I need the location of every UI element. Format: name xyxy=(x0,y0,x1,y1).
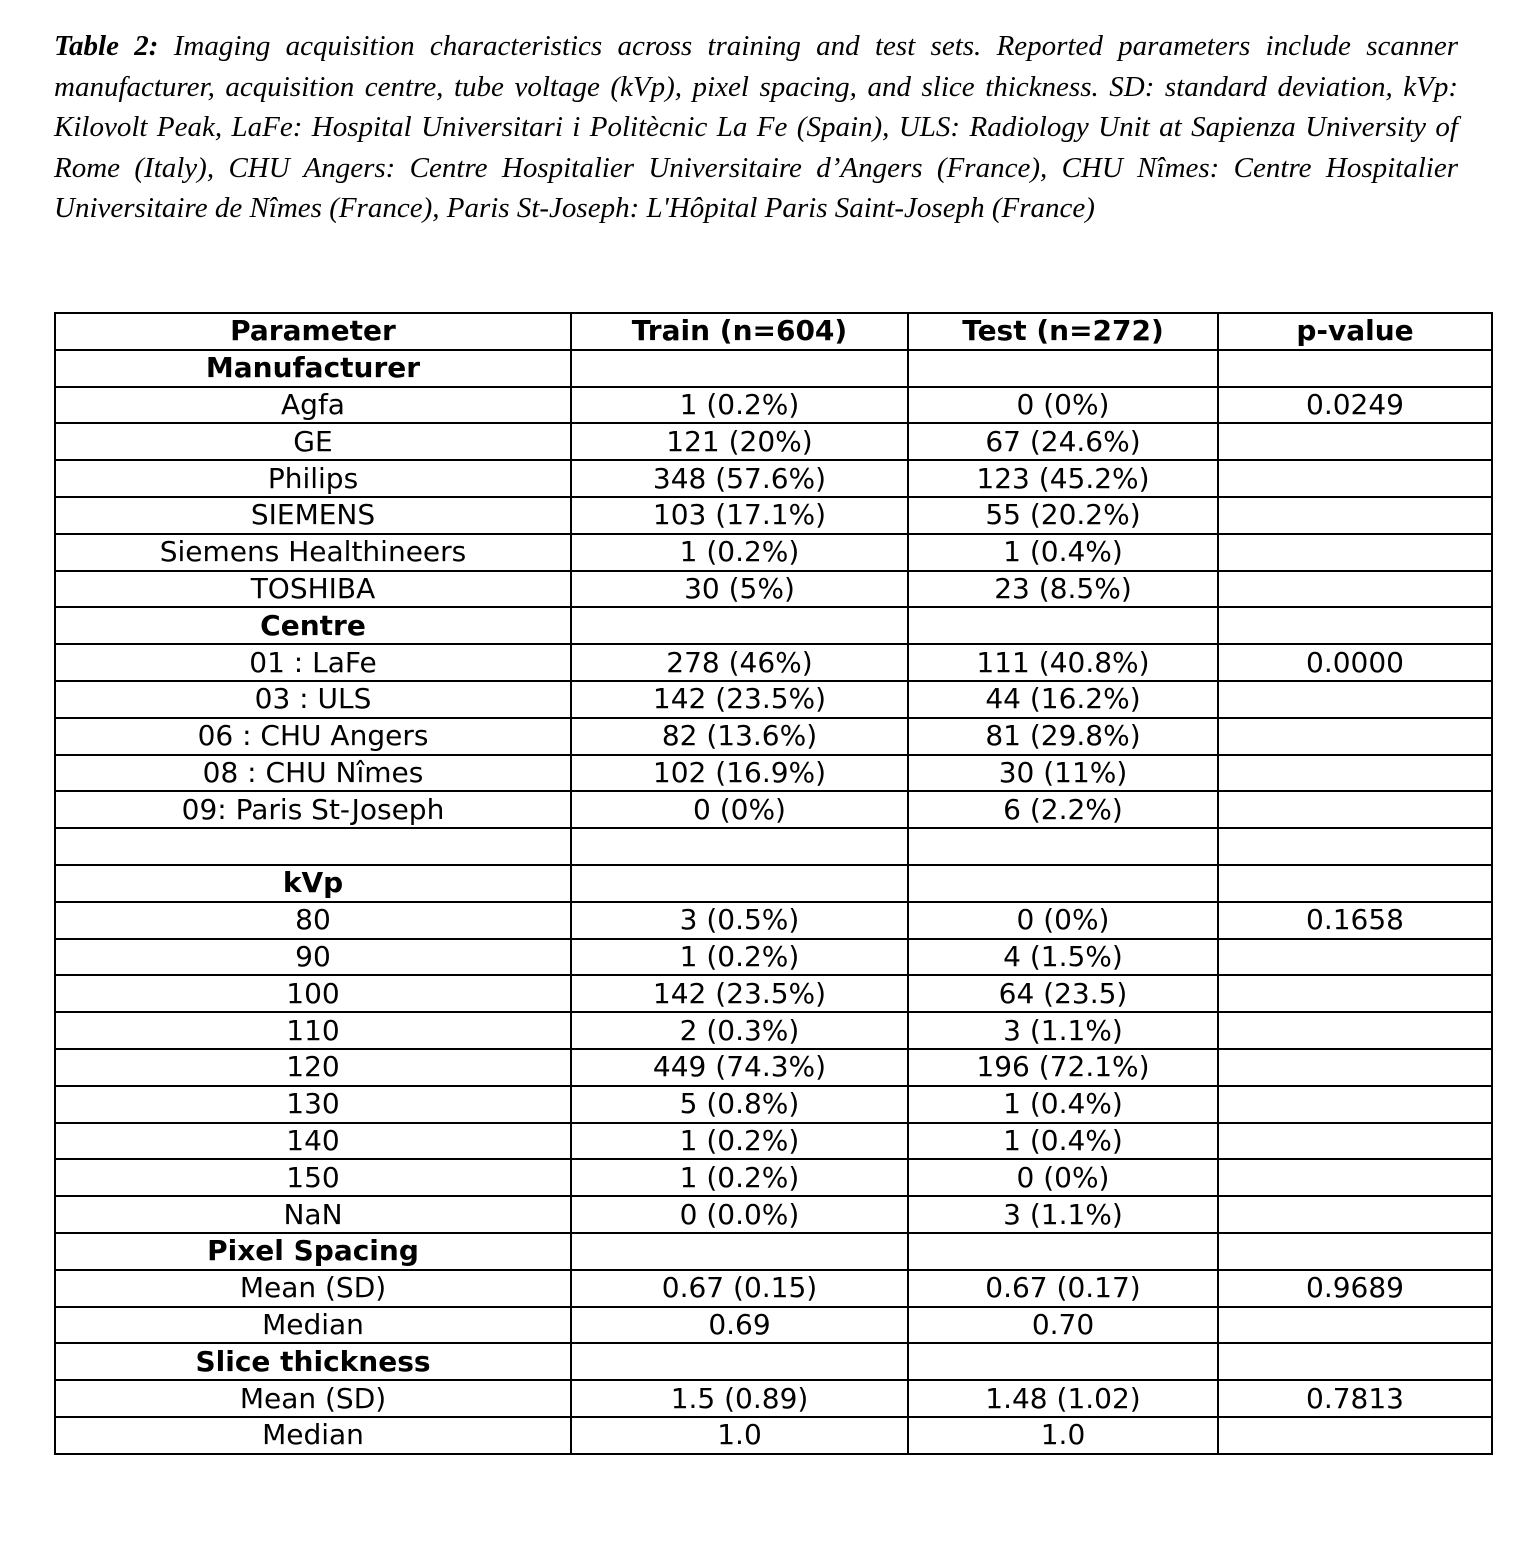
cell-p-value xyxy=(1218,1049,1492,1086)
caption-label: Table 2: xyxy=(54,30,159,62)
cell-test: 1 (0.4%) xyxy=(908,534,1218,571)
cell-train: 5 (0.8%) xyxy=(571,1086,908,1123)
cell-test: 64 (23.5) xyxy=(908,975,1218,1012)
cell-test: 55 (20.2%) xyxy=(908,497,1218,534)
cell-test: 0.70 xyxy=(908,1307,1218,1344)
cell-parameter: 130 xyxy=(55,1086,571,1123)
cell-parameter: 90 xyxy=(55,939,571,976)
table-row xyxy=(55,1086,1492,1123)
cell-p-value xyxy=(1218,460,1492,497)
cell-p-value xyxy=(1218,681,1492,718)
cell-parameter: Siemens Healthineers xyxy=(55,534,571,571)
cell-train xyxy=(571,607,908,644)
caption-text: Imaging acquisition characteristics across training and test sets. Reported parameters include scanner manufacturer, acquisition centre, tube voltage (kVp), pixel spacing, and slice thickness. SD: standard deviation, kVp: Kilovolt Peak, LaFe: Hospital Universitari i Politècnic La Fe (Spain), ULS: Radiology Unit at Sapienza University of Rome (Italy), CHU Angers: Centre Hospitalier Universitaire d’Angers (France), CHU Nîmes: Centre Hospitalier Universitaire de Nîmes (France), Paris St-Joseph: L'Hôpital Paris Saint-Joseph (France) xyxy=(54,30,1459,225)
cell-p-value xyxy=(1218,534,1492,571)
cell-parameter: 80 xyxy=(55,902,571,939)
cell-test: 1.48 (1.02) xyxy=(908,1380,1218,1417)
cell-train: 1 (0.2%) xyxy=(571,939,908,976)
cell-parameter: 150 xyxy=(55,1159,571,1196)
table-row xyxy=(55,423,1492,460)
cell-test: 3 (1.1%) xyxy=(908,1196,1218,1233)
cell-p-value xyxy=(1218,718,1492,755)
cell-train xyxy=(571,1343,908,1380)
table-row xyxy=(55,1159,1492,1196)
cell-parameter: NaN xyxy=(55,1196,571,1233)
cell-parameter: Pixel Spacing xyxy=(55,1233,571,1270)
cell-train: 1.5 (0.89) xyxy=(571,1380,908,1417)
cell-p-value: 0.0000 xyxy=(1218,644,1492,681)
cell-test xyxy=(908,865,1218,902)
cell-train: 0 (0%) xyxy=(571,791,908,828)
cell-train: 0 (0.0%) xyxy=(571,1196,908,1233)
cell-parameter xyxy=(55,828,571,865)
cell-p-value xyxy=(1218,865,1492,902)
cell-test xyxy=(908,1343,1218,1380)
cell-parameter: 100 xyxy=(55,975,571,1012)
cell-test: 67 (24.6%) xyxy=(908,423,1218,460)
cell-test: 196 (72.1%) xyxy=(908,1049,1218,1086)
cell-parameter: Manufacturer xyxy=(55,350,571,387)
cell-train: 1 (0.2%) xyxy=(571,1159,908,1196)
cell-train: 30 (5%) xyxy=(571,571,908,608)
cell-train: 142 (23.5%) xyxy=(571,681,908,718)
table-row xyxy=(55,1049,1492,1086)
cell-p-value xyxy=(1218,350,1492,387)
table-row xyxy=(55,1380,1492,1417)
header-test: Test (n=272) xyxy=(908,313,1218,350)
table-row xyxy=(55,534,1492,571)
cell-test xyxy=(908,607,1218,644)
cell-parameter: 08 : CHU Nîmes xyxy=(55,755,571,792)
cell-train: 121 (20%) xyxy=(571,423,908,460)
header-p-value: p-value xyxy=(1218,313,1492,350)
cell-test: 6 (2.2%) xyxy=(908,791,1218,828)
table-row xyxy=(55,902,1492,939)
cell-p-value xyxy=(1218,1123,1492,1160)
cell-train xyxy=(571,1233,908,1270)
cell-parameter: 120 xyxy=(55,1049,571,1086)
acquisition-table xyxy=(54,312,1493,1455)
cell-test: 111 (40.8%) xyxy=(908,644,1218,681)
cell-test: 1 (0.4%) xyxy=(908,1086,1218,1123)
table-row xyxy=(55,718,1492,755)
cell-test: 30 (11%) xyxy=(908,755,1218,792)
table-section-row xyxy=(55,865,1492,902)
cell-parameter: Median xyxy=(55,1307,571,1344)
cell-parameter: Mean (SD) xyxy=(55,1380,571,1417)
cell-parameter: 09: Paris St-Joseph xyxy=(55,791,571,828)
cell-test: 4 (1.5%) xyxy=(908,939,1218,976)
cell-train: 0.67 (0.15) xyxy=(571,1270,908,1307)
table-row xyxy=(55,571,1492,608)
cell-parameter: Mean (SD) xyxy=(55,1270,571,1307)
cell-p-value xyxy=(1218,571,1492,608)
cell-p-value: 0.1658 xyxy=(1218,902,1492,939)
cell-p-value xyxy=(1218,975,1492,1012)
table-section-row xyxy=(55,607,1492,644)
cell-test: 1 (0.4%) xyxy=(908,1123,1218,1160)
cell-p-value xyxy=(1218,939,1492,976)
table-row xyxy=(55,1012,1492,1049)
table-row xyxy=(55,1307,1492,1344)
table-row xyxy=(55,460,1492,497)
table-row xyxy=(55,791,1492,828)
cell-train: 1 (0.2%) xyxy=(571,1123,908,1160)
cell-test xyxy=(908,828,1218,865)
cell-p-value: 0.0249 xyxy=(1218,387,1492,424)
cell-p-value xyxy=(1218,828,1492,865)
cell-parameter: kVp xyxy=(55,865,571,902)
cell-train: 0.69 xyxy=(571,1307,908,1344)
cell-parameter: Agfa xyxy=(55,387,571,424)
table-section-row xyxy=(55,1343,1492,1380)
header-parameter: Parameter xyxy=(55,313,571,350)
cell-test xyxy=(908,1233,1218,1270)
cell-p-value xyxy=(1218,1233,1492,1270)
table-row xyxy=(55,644,1492,681)
table-row xyxy=(55,387,1492,424)
cell-p-value xyxy=(1218,791,1492,828)
table-body xyxy=(55,350,1492,1454)
table-section-row xyxy=(55,1233,1492,1270)
cell-test: 44 (16.2%) xyxy=(908,681,1218,718)
cell-train: 1 (0.2%) xyxy=(571,534,908,571)
cell-train xyxy=(571,865,908,902)
table-row xyxy=(55,497,1492,534)
cell-test: 123 (45.2%) xyxy=(908,460,1218,497)
cell-p-value xyxy=(1218,497,1492,534)
cell-train: 449 (74.3%) xyxy=(571,1049,908,1086)
table-row xyxy=(55,1196,1492,1233)
cell-train: 278 (46%) xyxy=(571,644,908,681)
cell-test: 0 (0%) xyxy=(908,902,1218,939)
cell-train xyxy=(571,350,908,387)
cell-train: 3 (0.5%) xyxy=(571,902,908,939)
cell-parameter: GE xyxy=(55,423,571,460)
cell-parameter: Median xyxy=(55,1417,571,1454)
cell-p-value xyxy=(1218,1343,1492,1380)
cell-train: 102 (16.9%) xyxy=(571,755,908,792)
cell-test: 0.67 (0.17) xyxy=(908,1270,1218,1307)
cell-p-value xyxy=(1218,1417,1492,1454)
cell-parameter: 140 xyxy=(55,1123,571,1160)
header-train: Train (n=604) xyxy=(571,313,908,350)
table-row xyxy=(55,828,1492,865)
table-caption xyxy=(54,26,1458,229)
cell-parameter: 110 xyxy=(55,1012,571,1049)
table-row xyxy=(55,1417,1492,1454)
cell-p-value xyxy=(1218,755,1492,792)
table-header-row xyxy=(55,313,1492,350)
table-row xyxy=(55,975,1492,1012)
cell-parameter: Slice thickness xyxy=(55,1343,571,1380)
cell-p-value xyxy=(1218,423,1492,460)
cell-test: 81 (29.8%) xyxy=(908,718,1218,755)
table-row xyxy=(55,939,1492,976)
cell-train: 1 (0.2%) xyxy=(571,387,908,424)
cell-p-value xyxy=(1218,1196,1492,1233)
cell-parameter: Centre xyxy=(55,607,571,644)
cell-test: 1.0 xyxy=(908,1417,1218,1454)
cell-p-value: 0.9689 xyxy=(1218,1270,1492,1307)
cell-parameter: Philips xyxy=(55,460,571,497)
cell-p-value: 0.7813 xyxy=(1218,1380,1492,1417)
cell-parameter: TOSHIBA xyxy=(55,571,571,608)
cell-p-value xyxy=(1218,1012,1492,1049)
cell-p-value xyxy=(1218,607,1492,644)
table-row xyxy=(55,681,1492,718)
table-row xyxy=(55,755,1492,792)
cell-train: 348 (57.6%) xyxy=(571,460,908,497)
cell-test: 0 (0%) xyxy=(908,1159,1218,1196)
cell-parameter: 03 : ULS xyxy=(55,681,571,718)
table-row xyxy=(55,1270,1492,1307)
cell-train: 2 (0.3%) xyxy=(571,1012,908,1049)
cell-parameter: SIEMENS xyxy=(55,497,571,534)
cell-p-value xyxy=(1218,1307,1492,1344)
cell-test: 3 (1.1%) xyxy=(908,1012,1218,1049)
cell-test: 23 (8.5%) xyxy=(908,571,1218,608)
cell-train: 103 (17.1%) xyxy=(571,497,908,534)
cell-train: 142 (23.5%) xyxy=(571,975,908,1012)
table-section-row xyxy=(55,350,1492,387)
table-row xyxy=(55,1123,1492,1160)
cell-p-value xyxy=(1218,1159,1492,1196)
cell-test: 0 (0%) xyxy=(908,387,1218,424)
cell-p-value xyxy=(1218,1086,1492,1123)
cell-train xyxy=(571,828,908,865)
cell-train: 1.0 xyxy=(571,1417,908,1454)
cell-test xyxy=(908,350,1218,387)
cell-parameter: 01 : LaFe xyxy=(55,644,571,681)
cell-parameter: 06 : CHU Angers xyxy=(55,718,571,755)
cell-train: 82 (13.6%) xyxy=(571,718,908,755)
